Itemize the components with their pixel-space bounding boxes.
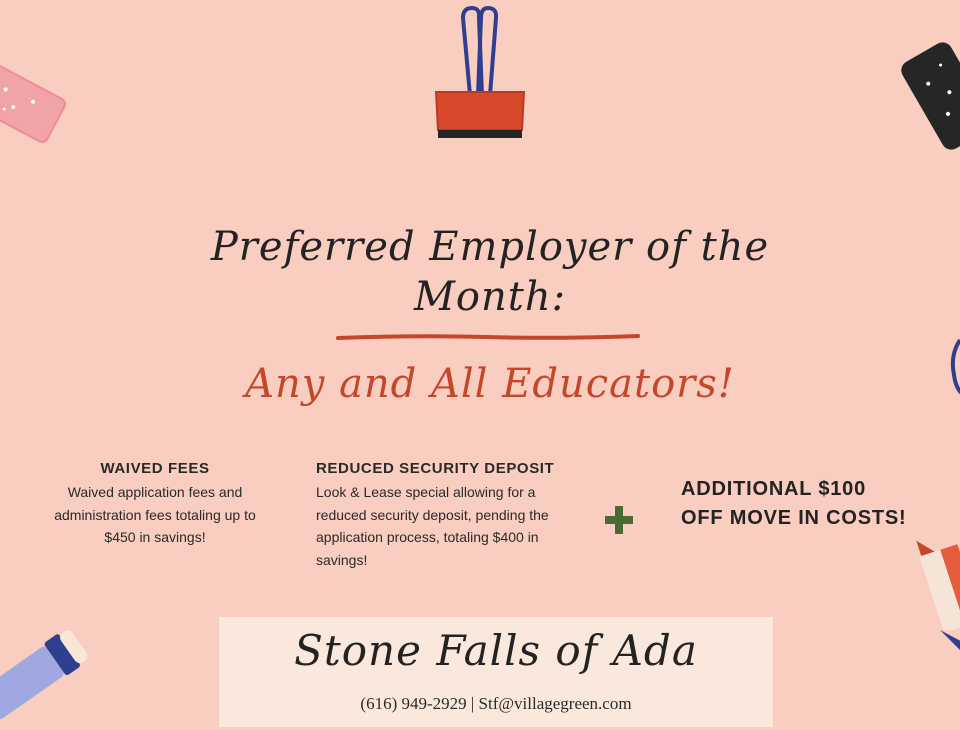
feature-body: Look & Lease special allowing for a reduced security deposit, pending the application process, totaling $400 in savings! — [316, 484, 549, 568]
plus-icon — [602, 503, 636, 537]
title-underline — [336, 333, 640, 341]
security-deposit-section — [316, 460, 576, 571]
contact-info: (616) 949-2929 | Stf@villagegreen.com — [360, 694, 632, 713]
property-card — [219, 617, 773, 727]
feature-title: REDUCED SECURITY DEPOSIT — [316, 460, 555, 477]
pink-eraser-icon — [0, 60, 80, 150]
pencil-icon — [900, 535, 960, 630]
black-marker-icon — [900, 40, 960, 160]
property-name: Stone Falls of Ada — [294, 626, 698, 675]
feature-title: WAIVED FEES — [100, 460, 210, 477]
blue-clip-edge-icon — [940, 335, 960, 405]
feature-body: Waived application fees and administration fees totaling up to $450 in savings! — [54, 484, 256, 545]
binder-clip-icon — [430, 0, 530, 145]
eraser-icon — [0, 620, 90, 730]
waived-fees-section — [50, 460, 260, 549]
subtitle: Any and All Educators! — [245, 361, 735, 407]
page-title: Preferred Employer of the Month: — [210, 224, 770, 320]
pen-tip-icon — [930, 620, 960, 660]
bonus-offer: ADDITIONAL $100 OFF MOVE IN COSTS! — [681, 478, 907, 529]
